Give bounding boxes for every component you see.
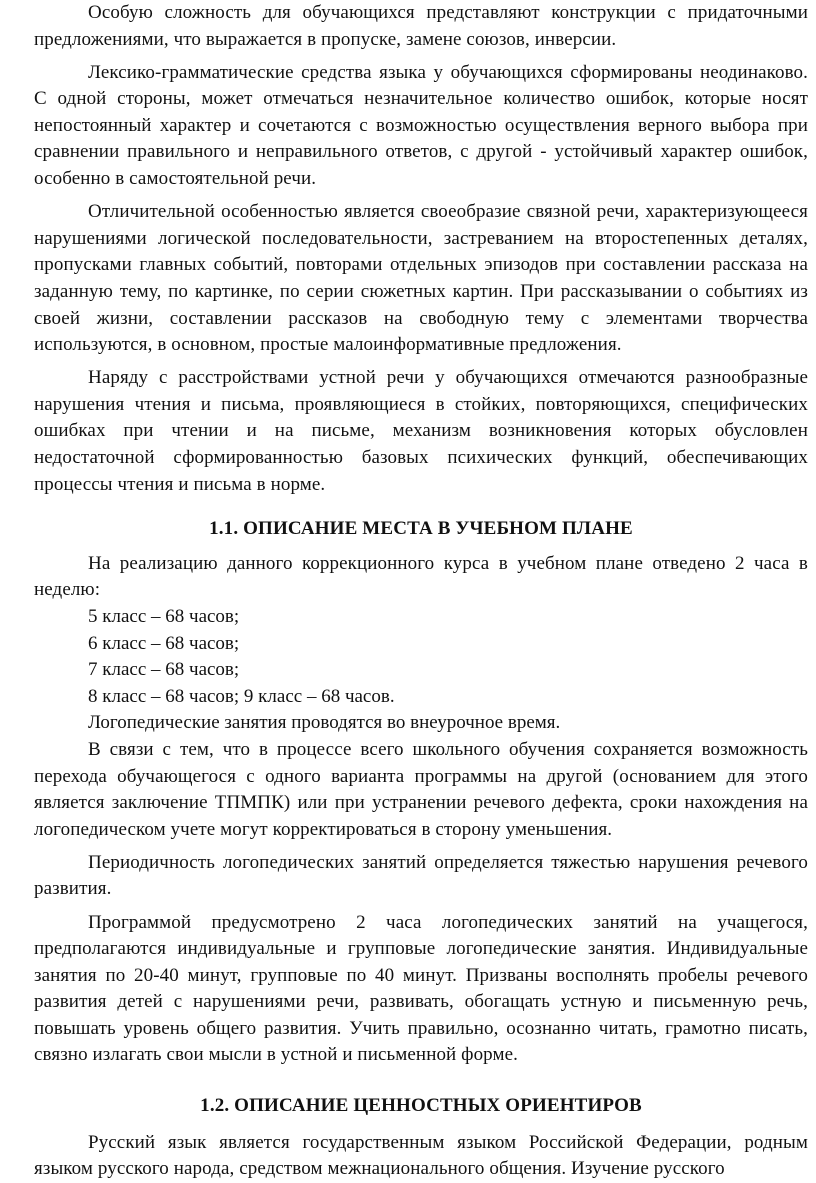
list-item-grade-8-9: 8 класс – 68 часов; 9 класс – 68 часов. bbox=[88, 685, 395, 707]
list-item-grade-7: 7 класс – 68 часов; bbox=[88, 659, 240, 681]
section-heading-curriculum-place: 1.1. ОПИСАНИЕ МЕСТА В УЧЕБНОМ ПЛАНЕ bbox=[209, 518, 633, 540]
paragraph-frequency: Периодичность логопедических занятий определяется тяжестью нарушения речевого развития. bbox=[34, 851, 808, 900]
paragraph-syntax-difficulty: Особую сложность для обучающихся представляют конструкции с придаточными предложениями, что выражается в пропуске, замене союзов, инверсии. bbox=[34, 2, 808, 50]
paragraph-program-transfer: В связи с тем, что в процессе всего школьного обучения сохраняется возможность перехода обучающегося с одного варианта программы на другой (основанием для этого является заключение ТПМПК) или при устранении речевого дефекта, сроки нахождения на логопедическом учете могут корректироваться в сторону уменьшения. bbox=[34, 738, 808, 840]
list-item-grade-5: 5 класс – 68 часов; bbox=[88, 605, 240, 627]
paragraph-program-hours: Программой предусмотрено 2 часа логопедических занятий на учащегося, предполагаются индивидуальные и групповые логопедические занятия. Индивидуальные занятия по 20-40 минут, групповые по 40 минут. Призваны восполнять пробелы речевого развития детей с нарушениями речи, развивать, обогащать устную и письменную речь, повышать уровень общего развития. Учить правильно, осознанно читать, грамотно писать, связно излагать свои мысли в устной и письменной форме. bbox=[34, 911, 808, 1066]
section-heading-value-orientations: 1.2. ОПИСАНИЕ ЦЕННОСТНЫХ ОРИЕНТИРОВ bbox=[200, 1095, 642, 1117]
paragraph-hours-intro: На реализацию данного коррекционного курса в учебном плане отведено 2 часа в неделю: bbox=[34, 552, 808, 601]
paragraph-russian-language: Русский язык является государственным языком Российской Федерации, родным языком русского народа, средством межнационального общения. Изучение русского bbox=[34, 1131, 808, 1180]
paragraph-extracurricular: Логопедические занятия проводятся во внеурочное время. bbox=[88, 712, 561, 734]
paragraph-lexical-grammar: Лексико-грамматические средства языка у обучающихся сформированы неодинаково. С одной стороны, может отмечаться незначительное количество ошибок, которые носят непостоянный характер и сочетаются с возможностью осуществления верного выбора при сравнении правильного и неправильного ответов, с другой - устойчивый характер ошибок, особенно в самостоятельной речи. bbox=[34, 61, 808, 190]
paragraph-reading-writing: Наряду с расстройствами устной речи у обучающихся отмечаются разнообразные нарушения чтения и письма, проявляющиеся в стойких, повторяющихся, специфических ошибках при чтении и на письме, механизм возникновения которых обусловлен недостаточной сформированностью базовых психических функций, обеспечивающих процессы чтения и письма в норме. bbox=[34, 367, 808, 495]
list-item-grade-6: 6 класс – 68 часов; bbox=[88, 632, 240, 654]
paragraph-connected-speech: Отличительной особенностью является своеобразие связной речи, характеризующееся нарушениями логической последовательности, застреванием на второстепенных деталях, пропусками главных событий, повторами отдельных эпизодов при составлении рассказа на заданную тему, по картинке, по серии сюжетных картин. При рассказывании о событиях из своей жизни, составлении рассказов на свободную тему с элементами творчества используются, в основном, простые малоинформативные предложения. bbox=[34, 201, 808, 356]
